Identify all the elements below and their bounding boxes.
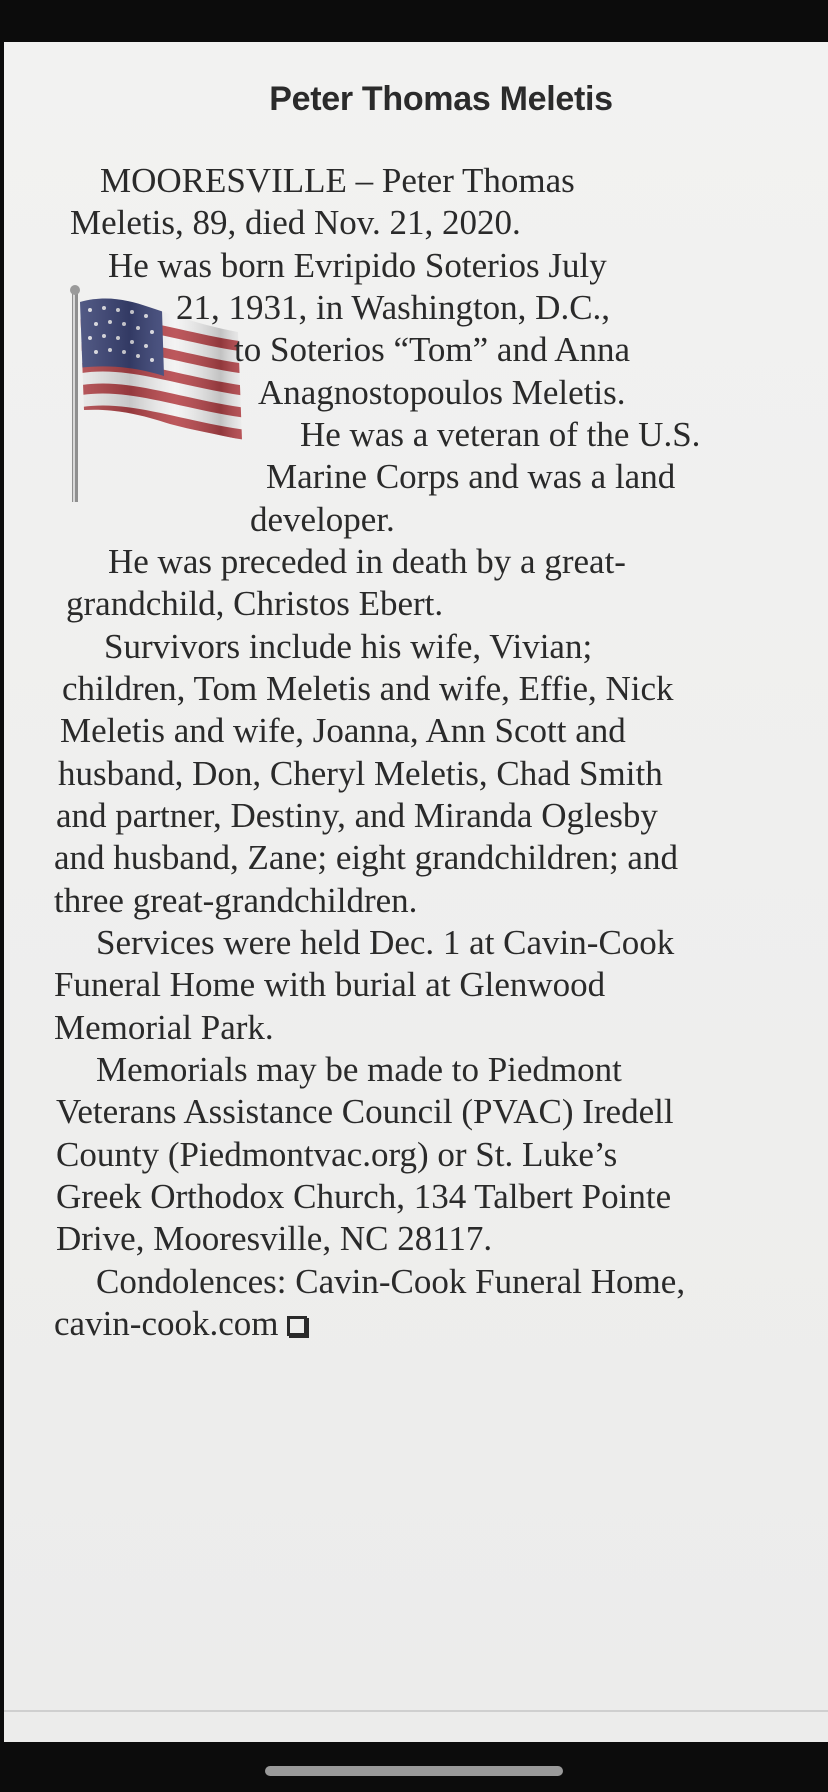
obituary-line: Meletis and wife, Joanna, Ann Scott and: [60, 711, 626, 750]
obituary-line: and husband, Zane; eight grandchildren; and: [54, 838, 678, 877]
obituary-line: Funeral Home with burial at Glenwood: [54, 965, 606, 1004]
obituary-last-line: [54, 1303, 307, 1345]
obituary-line: grandchild, Christos Ebert.: [66, 584, 444, 623]
obituary-line: Survivors include his wife, Vivian;: [104, 627, 593, 666]
obituary-line: three great-grandchildren.: [54, 881, 418, 920]
obituary-line: Anagnostopoulos Meletis.: [258, 373, 626, 412]
obituary-line: children, Tom Meletis and wife, Effie, Nick: [62, 669, 674, 708]
obituary-line: Meletis, 89, died Nov. 21, 2020.: [70, 203, 521, 242]
obituary-line: Memorial Park.: [54, 1008, 274, 1047]
obituary-line: County (Piedmontvac.org) or St. Luke’s: [56, 1135, 618, 1174]
obituary-line: Services were held Dec. 1 at Cavin-Cook: [96, 923, 675, 962]
obituary-line: Memorials may be made to Piedmont: [96, 1050, 622, 1089]
obituary-line: Drive, Mooresville, NC 28117.: [56, 1219, 493, 1258]
home-indicator[interactable]: [265, 1766, 563, 1776]
obituary-line: 21, 1931, in Washington, D.C.,: [176, 288, 611, 327]
obituary-line: developer.: [250, 500, 395, 539]
square-end-mark-icon: [287, 1316, 307, 1336]
obituary-line: He was born Evripido Soterios July: [108, 246, 607, 285]
clipping-edge: [4, 1710, 828, 1712]
obituary-line: husband, Don, Cheryl Meletis, Chad Smith: [58, 754, 663, 793]
obituary-title: Peter Thomas Meletis: [269, 80, 613, 118]
obituary-line: He was a veteran of the U.S.: [300, 415, 701, 454]
obituary-line: MOORESVILLE – Peter Thomas: [100, 161, 575, 200]
newspaper-clipping: [4, 42, 828, 1742]
obituary-line: Condolences: Cavin-Cook Funeral Home,: [96, 1262, 686, 1301]
obituary-line: to Soterios “Tom” and Anna: [234, 330, 631, 369]
obituary-line: Veterans Assistance Council (PVAC) Iredell: [56, 1092, 674, 1131]
obituary-line: Marine Corps and was a land: [266, 457, 676, 496]
obituary-line: and partner, Destiny, and Miranda Oglesby: [56, 796, 658, 835]
obituary-line: Greek Orthodox Church, 134 Talbert Pointe: [56, 1177, 672, 1216]
obituary-website: cavin-cook.com: [54, 1304, 279, 1343]
obituary-line: He was preceded in death by a great-: [108, 542, 626, 581]
